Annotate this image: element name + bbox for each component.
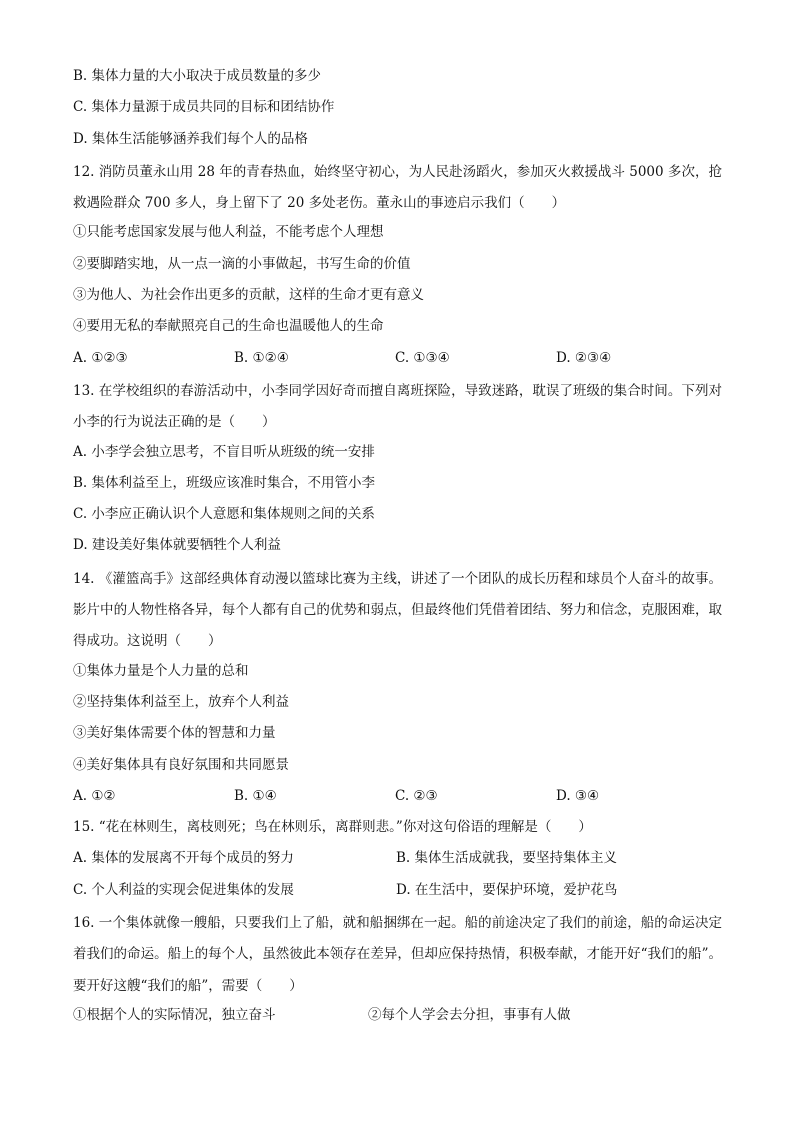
q15-option-d: D. 在生活中，要保护环境，爱护花鸟 bbox=[396, 881, 618, 898]
q13-option-b: B. 集体利益至上，班级应该准时集合，不用管小李 bbox=[73, 474, 376, 491]
q13-option-d: D. 建设美好集体就要牺牲个人利益 bbox=[73, 537, 281, 554]
q12-option-d: D. ②③④ bbox=[556, 349, 612, 366]
q15-options-row-1 bbox=[73, 845, 722, 876]
q14-item-2: ②坚持集体利益至上，放弃个人利益 bbox=[73, 693, 289, 710]
q15-option-b: B. 集体生活成就我，要坚持集体主义 bbox=[396, 850, 618, 867]
q14-option-a: A. ①② bbox=[73, 787, 116, 804]
q12-options bbox=[73, 345, 722, 376]
q12-option-c: C. ①③④ bbox=[395, 349, 450, 366]
q12-option-a: A. ①②③ bbox=[73, 349, 128, 366]
q12-item-4: ④要用无私的奉献照亮自己的生命也温暖他人的生命 bbox=[73, 318, 384, 335]
q14-stem: 14. 《灌篮高手》这部经典体育动漫以篮球比赛为主线，讲述了一个团队的成长历程和球员个人奋斗的故事。影片中的人物性格各异，每个人都有自己的优势和弱点，但最终他们凭借着团结、努力和信念，克服困难，取得成功。这说明（ ） bbox=[73, 570, 722, 650]
q14-item-3: ③美好集体需要个体的智慧和力量 bbox=[73, 725, 276, 742]
q12-item-1: ①只能考虑国家发展与他人利益，不能考虑个人理想 bbox=[73, 224, 384, 241]
q13-option-c: C. 小李应正确认识个人意愿和集体规则之间的关系 bbox=[73, 506, 375, 523]
q16-stem: 16. 一个集体就像一艘船，只要我们上了船，就和船捆绑在一起。船的前途决定了我们的前途，船的命运决定着我们的命运。船上的每个人，虽然彼此本领存在差异，但却应保持热情，积极奉献，才能开好“我们的船”。要开好这艘“我们的船”，需要（ ） bbox=[73, 915, 722, 994]
q14-option-b: B. ①④ bbox=[234, 787, 277, 804]
q15-options-row-2 bbox=[73, 877, 722, 908]
q11-option-b: B. 集体力量的大小取决于成员数量的多少 bbox=[73, 68, 322, 84]
q13-stem: 13. 在学校组织的春游活动中，小李同学因好奇而擅自离班探险，导致迷路，耽误了班级的集合时间。下列对小李的行为说法正确的是（ ） bbox=[73, 382, 722, 431]
q16-item-1: ①根据个人的实际情况，独立奋斗 bbox=[73, 1006, 276, 1023]
q16-item-2: ②每个人学会去分担，事事有人做 bbox=[368, 1006, 571, 1023]
q14-options bbox=[73, 783, 722, 814]
q15-option-a: A. 集体的发展离不开每个成员的努力 bbox=[73, 850, 294, 867]
q12-option-b: B. ①②④ bbox=[234, 349, 289, 366]
q14-item-4: ④美好集体具有良好氛围和共同愿景 bbox=[73, 756, 289, 773]
q12-item-2: ②要脚踏实地，从一点一滴的小事做起，书写生命的价值 bbox=[73, 255, 411, 272]
q16-items-row-1 bbox=[73, 1002, 722, 1033]
q14-option-c: C. ②③ bbox=[395, 787, 438, 804]
q11-option-c: C. 集体力量源于成员共同的目标和团结协作 bbox=[73, 99, 335, 116]
q14-option-d: D. ③④ bbox=[556, 787, 600, 804]
q12-item-3: ③为他人、为社会作出更多的贡献，这样的生命才更有意义 bbox=[73, 287, 424, 304]
q14-item-1: ①集体力量是个人力量的总和 bbox=[73, 662, 249, 679]
q15-option-c: C. 个人利益的实现会促进集体的发展 bbox=[73, 881, 294, 898]
q13-option-a: A. 小李学会独立思考，不盲目听从班级的统一安排 bbox=[73, 443, 375, 460]
q11-option-d: D. 集体生活能够涵养我们每个人的品格 bbox=[73, 130, 308, 147]
q15-stem: 15. “花在林则生，离枝则死；鸟在林则乐，离群则悲。”你对这句俗语的理解是（ ） bbox=[73, 819, 592, 836]
q12-stem: 12. 消防员董永山用 28 年的青春热血，始终坚守初心，为人民赴汤蹈火，参加灭火救援战斗 5000 多次，抢救遇险群众 700 多人，身上留下了 20 多处老伤。董永山的事迹启示我们（ ） bbox=[73, 163, 722, 212]
